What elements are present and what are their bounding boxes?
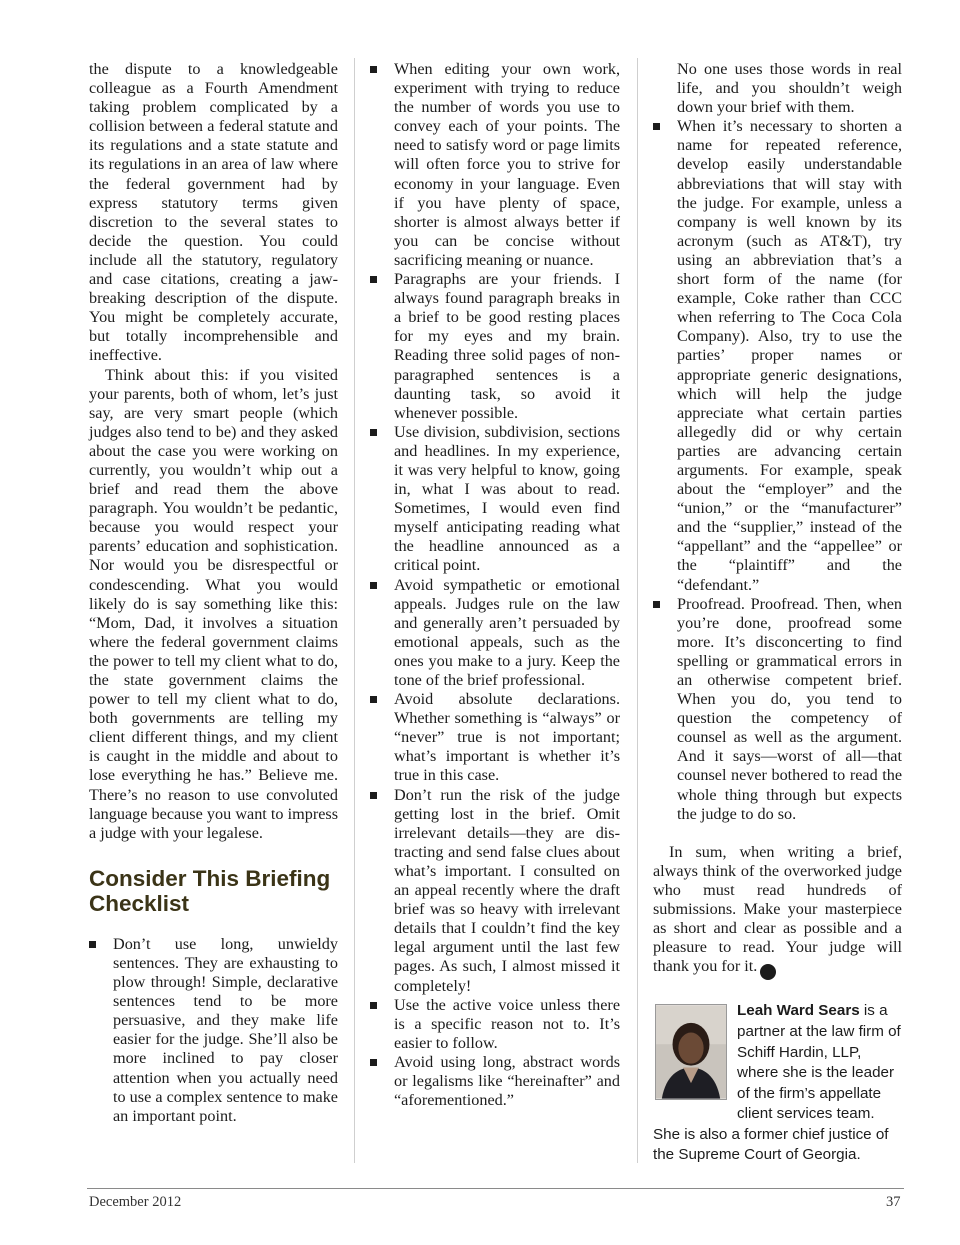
column-two: [370, 60, 620, 1110]
author-name: Leah Ward Sears: [737, 1002, 860, 1020]
end-of-article-icon: GBJ: [760, 964, 776, 980]
checklist-item: Proofread. Proofread. Then, when you’re done, proofread some more. It’s disconcerting to find spelling or grammatical errors in an otherwise competent brief. When you do, you tend to question the competency of counsel as well as the argument. And it says—worst of all—that counsel never bothered to read the whole thing through but expects the judge to do so.: [653, 595, 902, 824]
paragraph: Think about this: if you visited your parents, both of whom, let’s just say, are very smart people (which judges also tend to be) and they asked about the case you were working on currently, you wouldn’t whip out a brief and read them the above paragraph. You wouldn’t be pedantic, because you would respect your parents’ education and sophistication. Nor would you be disrespectful or condescending. What you would likely do is say something like this: “Mom, Dad, it involves a situation where the federal government claims the power to tell my client what to do, the state government claims the power to tell my client what to do, both governments are telling my client different things, and my client is caught in the middle and about to lose everything he has.” Believe me. There’s no reason to use convoluted language because you want to impress a judge with your legalese.: [89, 365, 338, 842]
column-divider-left: [354, 58, 355, 1163]
checklist-item-continuation: No one uses those words in real life, and you shouldn’t weigh down your brief with them.: [677, 60, 902, 117]
author-photo: [655, 1004, 727, 1100]
page-number: 37: [886, 1194, 901, 1210]
checklist-item: Don’t run the risk of the judge getting lost in the brief. Omit irrelevant details—they are distracting and send false clues about what’s important. I consulted on an appeal recently where the draft brief was so heavy with irrelevant details that I couldn’t find the key legal argument until the last few pages. As such, I almost missed it completely!: [370, 786, 620, 996]
checklist-item: When editing your own work, experiment with trying to reduce the number of words you use to convey each of your points. The need to satisfy word or page limits will often force you to strive for economy in your language. Even if you have plenty of space, shorter is almost always better if you can be concise without sacrificing meaning or nuance.: [370, 60, 620, 270]
checklist-item: Use the active voice unless there is a specific reason not to. It’s easier to follow.: [370, 996, 620, 1053]
column-one: [89, 60, 338, 1126]
checklist-item: Don’t use long, unwieldy sentences. They are exhausting to plow through! Simple, declarative sentences tend to be more persuasive, and they make life easier for the judge. She’ll also be more inclined to pay closer attention when you actually need to use a complex sentence to make an important point.: [89, 935, 338, 1126]
footer-rule: [87, 1188, 904, 1189]
checklist-item: Avoid absolute declarations. Whether something is “always” or “never” true is not important; what’s important is whether it’s true in this case.: [370, 690, 620, 785]
checklist-item: When it’s necessary to shorten a name for repeated reference, develop easily understandable abbreviations that will stay with the judge. For example, unless a company is well known by its acronym (such as AT&T), try using an abbreviation that’s a short form of the name (for example, Coke rather than CCC when referring to The Coca Cola Company). Also, try to use the parties’ proper names or appropriate generic designations, which will help the judge appreciate what certain parties allegedly did or why certain parties are advancing certain arguments. For example, speak about the “employer” and the “union,” or the “manufacturer” and the “supplier,” instead of the “appellant” and the “appellee” or the “plaintiff” and the “defendant.”: [653, 117, 902, 594]
checklist: [89, 935, 338, 1126]
closing-paragraph: [653, 843, 902, 981]
checklist-item: Paragraphs are your friends. I always found paragraph breaks in a brief to be good resting places for my eyes and my brain. Reading three solid pages of non-paragraphed sentences is a daunting task, so avoid it whenever possible.: [370, 270, 620, 423]
checklist: [653, 117, 902, 823]
closing-text: In sum, when writing a brief, always think of the overworked judge who must read hundreds of submissions. Make your masterpiece as short and clear as possible and a pleasure to read. Your judge will thank you for it.: [653, 842, 902, 976]
paragraph: the dispute to a knowledgeable colleague as a Fourth Amendment taking problem complicated by a collision between a federal statute and its regulations and a state statute and its regulations in an area of law where the federal government had by express statutory terms given discretion to the several states to decide the question. You could include all the statutory, regulatory and case citations, creating a jaw-breaking description of the dispute. You might be completely accurate, but totally incomprehensible and ineffective.: [89, 60, 338, 365]
checklist: [370, 60, 620, 1110]
issue-date: December 2012: [89, 1194, 182, 1210]
author-bio-text: is a partner at the law firm of Schiff Hardin, LLP, where she is the leader of the firm’s appellate client services team. She is also a former chief justice of the Supreme Court of Georgia.: [653, 1002, 901, 1164]
author-bio: [653, 1001, 902, 1166]
column-three: [653, 60, 902, 1166]
column-divider-right: [637, 58, 638, 1163]
checklist-item: Avoid sympathetic or emotional appeals. Judges rule on the law and generally aren’t persuaded by emotional appeals, such as the ones you make to a jury. Keep the tone of the brief professional.: [370, 576, 620, 691]
checklist-item: Use division, subdivision, sections and headlines. In my experience, it was very helpful to know, going in, what I was about to read. Sometimes, I would even find myself anticipating reading what the headline announced as a critical point.: [370, 423, 620, 576]
section-heading: Consider This Briefing Checklist: [89, 865, 331, 916]
checklist-item: Avoid using long, abstract words or legalisms like “hereinafter” and “aforementioned.”: [370, 1053, 620, 1110]
